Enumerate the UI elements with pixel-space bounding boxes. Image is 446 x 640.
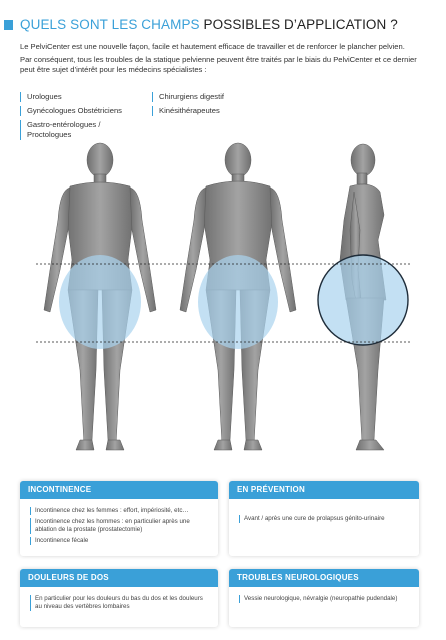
pelvic-zone-highlight-front [59,255,141,349]
card-prevention [229,481,419,556]
intro-paragraph-2: Par conséquent, tous les troubles de la statique pelvienne peuvent être traités par le biais du PelviCenter et ce dernier peut être sujet d’intérêt pour les médecins spécialistes : [20,55,417,74]
card-item: En particulier pour les douleurs du bas du dos et les douleurs au niveau des vertèbres lombaires [30,595,208,611]
specialist-item: Gynécologues Obstétriciens [20,106,140,116]
card-incontinence [20,481,218,556]
specialist-item: Urologues [20,92,140,102]
card-title: EN PRÉVENTION [229,481,419,499]
title-colored-part: QUELS SONT LES CHAMPS [20,17,200,32]
card-title: INCONTINENCE [20,481,218,499]
pelvic-zone-highlight-back [198,255,278,349]
anatomy-illustration [0,140,446,475]
card-troubles-neurologiques [229,569,419,627]
card-item: Avant / après une cure de prolapsus génito-urinaire [239,515,409,523]
specialist-item: Kinésithérapeutes [152,106,272,116]
card-body [229,587,419,612]
specialist-item: Gastro-entérologues / Proctologues [20,120,130,140]
card-douleurs-dos [20,569,218,627]
pelvic-zone-highlight-side [318,255,408,345]
card-title: TROUBLES NEUROLOGIQUES [229,569,419,587]
card-body [20,587,218,620]
card-item: Vessie neurologique, névralgie (neuropathie pudendale) [239,595,409,603]
card-title: DOULEURS DE DOS [20,569,218,587]
card-item: Incontinence chez les femmes : effort, impériosité, etc… [30,507,208,515]
intro-paragraph-1: Le PelviCenter est une nouvelle façon, facile et hautement efficace de travailler et de renforcer le plancher pelvien. [20,42,405,51]
intro-text [20,42,425,78]
specialist-item: Chirurgiens digestif [152,92,272,102]
card-item: Incontinence fécale [30,537,208,545]
title-accent-bar [4,20,13,30]
card-item: Incontinence chez les hommes : en particulier après une ablation de la prostate (prostatectomie) [30,518,208,534]
card-body [20,499,218,554]
card-body [229,499,419,532]
title-dark-part: POSSIBLES D’APPLICATION ? [203,17,398,32]
page-title [20,17,398,32]
